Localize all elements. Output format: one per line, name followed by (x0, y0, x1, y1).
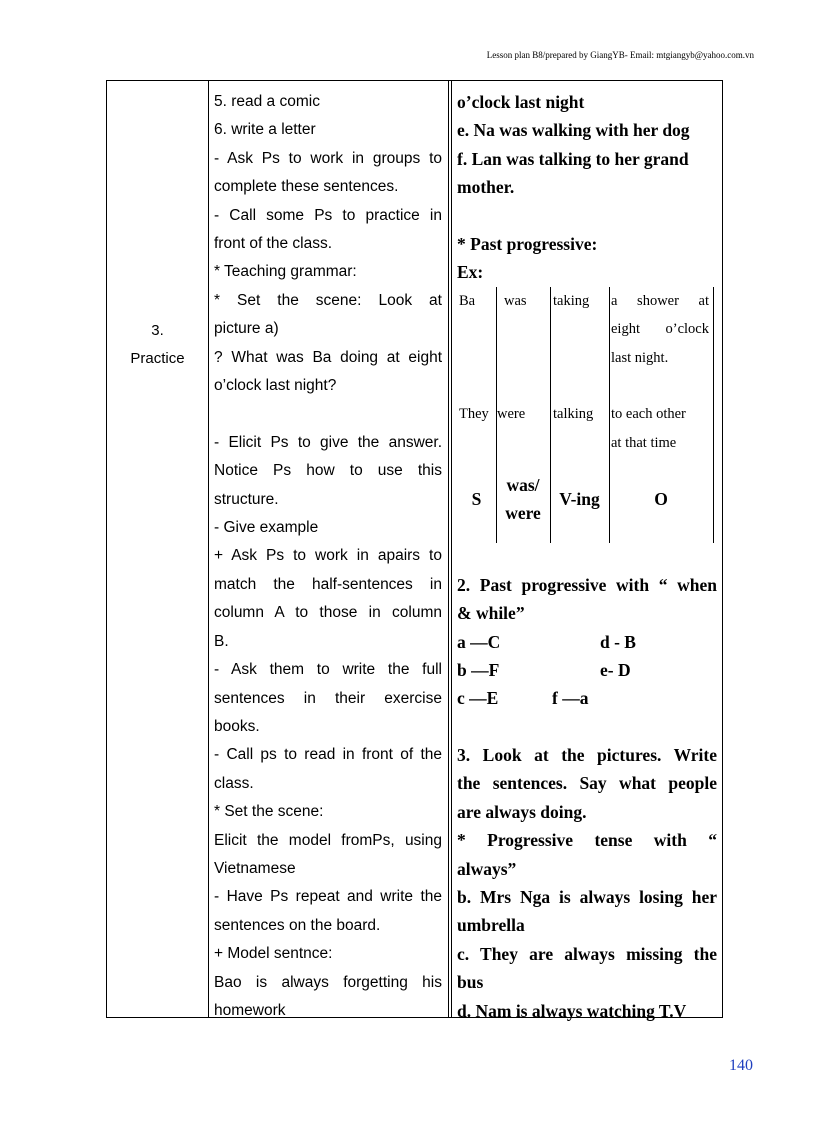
procedure-line: - Ask Ps to work in groups to (214, 149, 442, 167)
match-answers (457, 628, 717, 713)
procedure-line: sentences in their exercise (214, 689, 442, 707)
example-sentence: d. Nam is always watching T.V (457, 1000, 687, 1021)
procedure-line: - Give example (214, 519, 319, 537)
procedure-line: class. (214, 774, 254, 792)
procedure-line: Bao is always forgetting his (214, 973, 442, 991)
procedure-line: * Teaching grammar: (214, 263, 357, 281)
lesson-table (106, 80, 723, 1021)
grammar-title: * Past progressive: (457, 234, 598, 255)
example-subject: Ba (459, 292, 476, 309)
page-number: 140 (729, 1057, 753, 1074)
procedure-line: + Model sentnce: (214, 945, 333, 963)
procedure-line: ? What was Ba doing at eight (214, 348, 442, 366)
formula-ing: V-ing (559, 488, 600, 509)
stage-label: Practice (130, 350, 185, 367)
procedure-line: front of the class. (214, 235, 333, 253)
section-3-title: the sentences. Say what people (457, 773, 717, 794)
example-divider (713, 287, 714, 543)
content-line: e. Na was walking with her dog (457, 120, 690, 141)
example-verb: were (497, 406, 526, 423)
procedure-line: picture a) (214, 320, 279, 338)
procedure-line: B. (214, 632, 229, 650)
progressive-title: always” (457, 858, 517, 879)
content-line: mother. (457, 177, 515, 198)
stage-cell (107, 317, 208, 373)
example-subject: They (459, 406, 489, 423)
progressive-title: * Progressive tense with “ (457, 830, 717, 851)
match-answer: d - B (600, 631, 636, 652)
procedure-line: complete these sentences. (214, 178, 399, 196)
formula-subject: S (471, 488, 482, 509)
procedure-line: Elicit the model fromPs, using (214, 831, 442, 849)
procedure-line: match the half-sentences in (214, 575, 442, 593)
example-ing: talking (553, 406, 594, 423)
example-ing: taking (553, 292, 590, 309)
example-object: to each other (611, 406, 686, 423)
procedure-line: column A to those in column (214, 604, 442, 622)
procedures-column (214, 88, 442, 1025)
procedure-line: 5. read a comic (214, 93, 320, 110)
section-2-title: & while” (457, 603, 525, 624)
procedure-line: o’clock last night? (214, 377, 337, 395)
procedure-line: sentences on the board. (214, 916, 381, 934)
page-header: Lesson plan B8/prepared by GiangYB- Email: mtgiangyb@yahoo.com.vn (486, 50, 754, 60)
procedure-line: * Set the scene: Look at (214, 291, 442, 309)
column-divider (448, 81, 449, 1017)
match-answer: b —F (457, 660, 500, 681)
procedure-line: - Call ps to read in front of the (214, 746, 442, 764)
example-object: eight o’clock (611, 321, 709, 338)
formula-verb: was/ (506, 474, 540, 495)
procedure-line: + Ask Ps to work in apairs to (214, 547, 442, 565)
example-label: Ex: (457, 262, 484, 283)
match-answer: a —C (457, 631, 501, 652)
section-2-title: 2. Past progressive with “ when (457, 574, 717, 595)
procedure-line: - Ask them to write the full (214, 661, 442, 679)
example-object: last night. (611, 349, 669, 366)
procedure-line: 6. write a letter (214, 121, 316, 139)
example-object: a shower at (611, 292, 709, 309)
match-answer: f —a (552, 688, 589, 709)
content-column (457, 88, 717, 1025)
procedure-line: - Elicit Ps to give the answer. (214, 433, 442, 451)
procedure-line: homework (214, 1001, 286, 1019)
match-answer: e- D (600, 660, 631, 681)
example-table (457, 287, 717, 543)
formula-verb: were (505, 502, 541, 523)
column-divider (208, 81, 209, 1017)
column-divider (451, 81, 452, 1017)
example-object: at that time (611, 434, 677, 451)
procedure-line: Vietnamese (214, 859, 296, 877)
procedure-line: structure. (214, 490, 279, 508)
section-3-title: 3. Look at the pictures. Write (457, 745, 717, 766)
procedure-line: Notice Ps how to use this (214, 462, 442, 480)
procedure-line (214, 400, 442, 428)
example-sentence: b. Mrs Nga is always losing her (457, 887, 717, 908)
example-verb: was (504, 292, 527, 309)
procedure-line: books. (214, 717, 260, 735)
stage-number: 3. (151, 322, 164, 339)
example-sentence: bus (457, 972, 484, 993)
match-answer: c —E (457, 688, 499, 709)
procedure-line: - Have Ps repeat and write the (214, 888, 442, 906)
content-line: f. Lan was talking to her grand (457, 148, 689, 169)
content-line: o’clock last night (457, 92, 585, 112)
formula-object: O (654, 488, 668, 509)
procedure-line: - Call some Ps to practice in (214, 206, 442, 224)
section-3-title: are always doing. (457, 801, 587, 822)
example-sentence: c. They are always missing the (457, 943, 717, 964)
example-sentence: umbrella (457, 915, 525, 936)
procedure-line: * Set the scene: (214, 803, 324, 821)
